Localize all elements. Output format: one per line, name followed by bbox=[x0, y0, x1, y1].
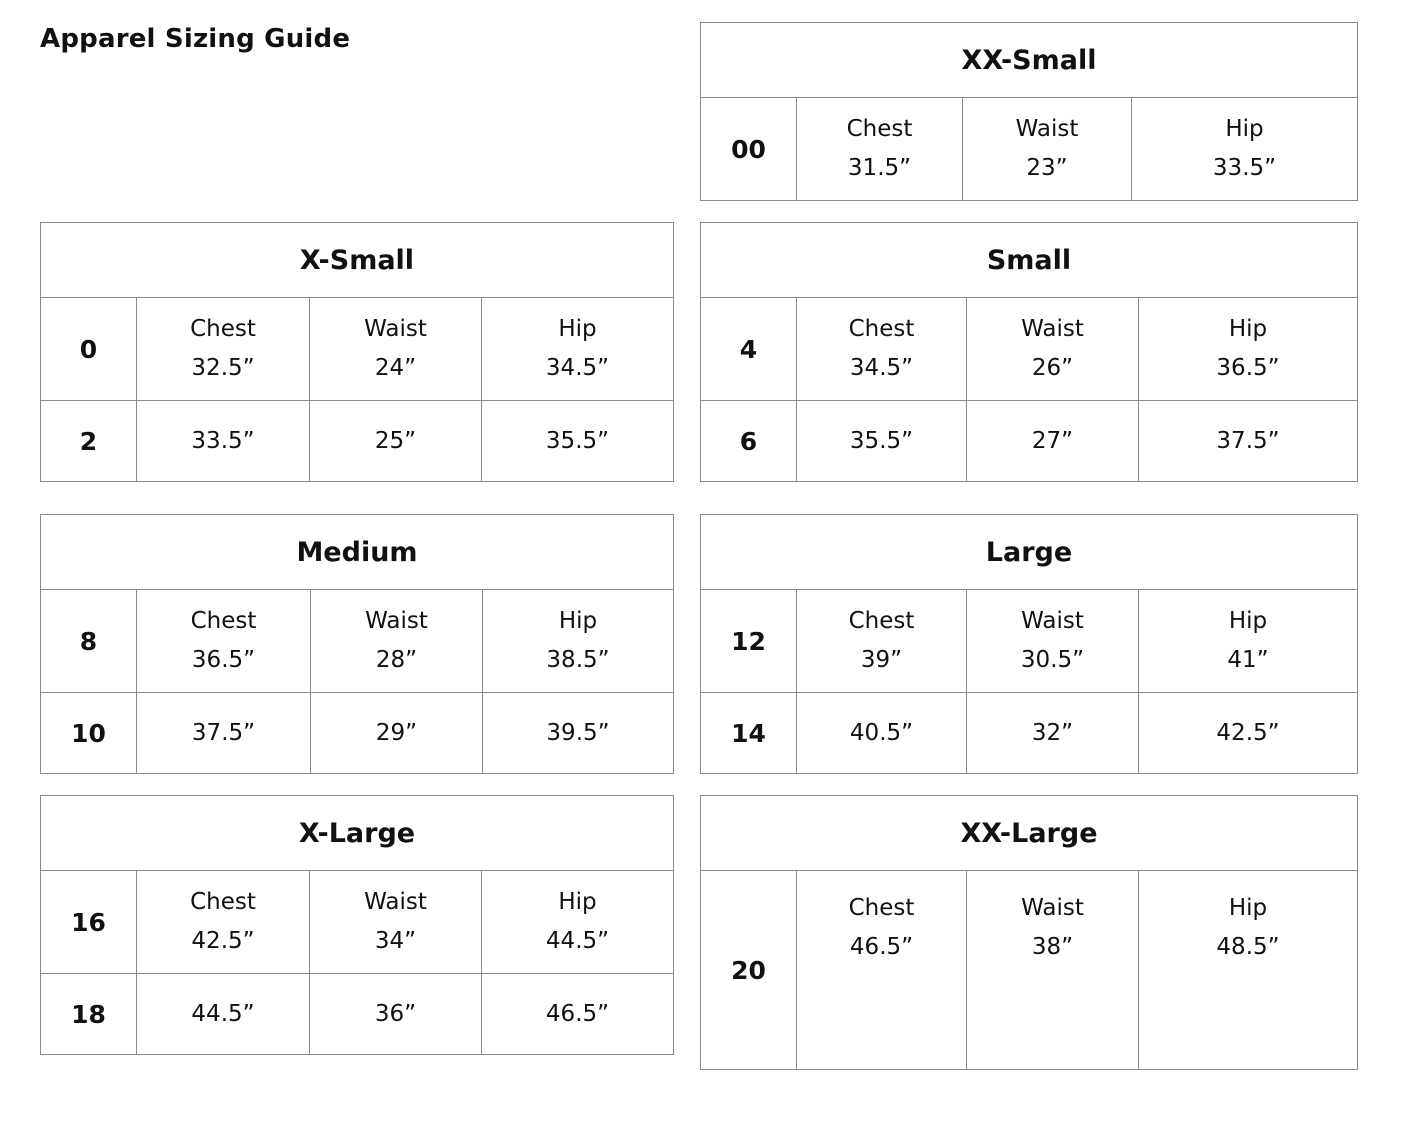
hip-cell bbox=[482, 871, 674, 974]
chest-cell bbox=[137, 871, 310, 974]
chest-value: 46.5” bbox=[849, 934, 914, 960]
waist-value: 27” bbox=[967, 401, 1139, 482]
waist-value: 32” bbox=[967, 693, 1139, 774]
waist-value: 34” bbox=[374, 928, 417, 954]
table-row bbox=[701, 693, 1358, 774]
chest-value: 33.5” bbox=[137, 401, 310, 482]
chest-value: 35.5” bbox=[797, 401, 967, 482]
hip-label: Hip bbox=[1225, 116, 1264, 142]
size-number: 12 bbox=[701, 590, 797, 693]
chest-value: 37.5” bbox=[137, 693, 311, 774]
hip-value: 42.5” bbox=[1139, 693, 1358, 774]
size-heading: XX-Large bbox=[701, 796, 1358, 871]
chest-value: 32.5” bbox=[191, 355, 255, 381]
hip-value: 34.5” bbox=[545, 355, 610, 381]
chest-cell bbox=[137, 298, 310, 401]
hip-value: 39.5” bbox=[483, 693, 674, 774]
waist-cell bbox=[963, 98, 1132, 201]
medium-table bbox=[40, 514, 674, 774]
chest-cell bbox=[797, 871, 967, 1070]
size-heading: Large bbox=[701, 515, 1358, 590]
chest-cell bbox=[797, 98, 963, 201]
waist-cell bbox=[967, 590, 1139, 693]
hip-label: Hip bbox=[1228, 608, 1268, 634]
hip-label: Hip bbox=[1228, 316, 1268, 342]
chest-value: 36.5” bbox=[191, 647, 256, 673]
table-row bbox=[701, 98, 1358, 201]
waist-cell bbox=[310, 871, 482, 974]
hip-label: Hip bbox=[558, 316, 597, 342]
waist-cell bbox=[967, 298, 1139, 401]
hip-cell bbox=[1132, 98, 1358, 201]
chest-cell bbox=[137, 590, 311, 693]
large-table bbox=[700, 514, 1358, 774]
waist-label: Waist bbox=[1021, 895, 1084, 921]
x-large-table bbox=[40, 795, 674, 1055]
waist-value: 38” bbox=[1031, 934, 1074, 960]
waist-cell bbox=[310, 298, 482, 401]
hip-label: Hip bbox=[558, 608, 598, 634]
size-number: 4 bbox=[701, 298, 797, 401]
size-heading: X-Small bbox=[41, 223, 674, 298]
xx-small-table bbox=[700, 22, 1358, 201]
waist-value: 30.5” bbox=[1020, 647, 1085, 673]
waist-cell bbox=[311, 590, 483, 693]
hip-value: 38.5” bbox=[546, 647, 610, 673]
waist-label: Waist bbox=[365, 608, 428, 634]
table-row bbox=[701, 401, 1358, 482]
chest-value: 31.5” bbox=[847, 155, 912, 181]
hip-cell bbox=[1139, 298, 1358, 401]
waist-label: Waist bbox=[1015, 116, 1079, 142]
chest-value: 39” bbox=[860, 647, 903, 673]
waist-value: 24” bbox=[374, 355, 417, 381]
hip-label: Hip bbox=[1228, 895, 1268, 921]
chest-value: 44.5” bbox=[137, 974, 310, 1055]
size-number: 10 bbox=[41, 693, 137, 774]
hip-value: 48.5” bbox=[1216, 934, 1280, 960]
chest-value: 34.5” bbox=[849, 355, 914, 381]
xx-large-table bbox=[700, 795, 1358, 1070]
hip-cell bbox=[1139, 871, 1358, 1070]
small-table bbox=[700, 222, 1358, 482]
chest-cell bbox=[797, 298, 967, 401]
hip-cell bbox=[1139, 590, 1358, 693]
waist-value: 23” bbox=[1026, 155, 1068, 181]
table-row bbox=[701, 590, 1358, 693]
hip-value: 37.5” bbox=[1139, 401, 1358, 482]
waist-cell bbox=[967, 871, 1139, 1070]
chest-label: Chest bbox=[190, 889, 256, 915]
waist-label: Waist bbox=[1021, 608, 1084, 634]
chest-label: Chest bbox=[848, 316, 915, 342]
size-number: 18 bbox=[41, 974, 137, 1055]
chest-value: 40.5” bbox=[797, 693, 967, 774]
table-row bbox=[41, 871, 674, 974]
size-number: 20 bbox=[701, 871, 797, 1070]
table-row bbox=[41, 298, 674, 401]
size-number: 16 bbox=[41, 871, 137, 974]
hip-value: 46.5” bbox=[482, 974, 674, 1055]
page-title: Apparel Sizing Guide bbox=[40, 24, 351, 54]
waist-value: 28” bbox=[375, 647, 418, 673]
table-row bbox=[41, 693, 674, 774]
chest-label: Chest bbox=[846, 116, 913, 142]
waist-value: 25” bbox=[310, 401, 482, 482]
size-number: 8 bbox=[41, 590, 137, 693]
waist-label: Waist bbox=[364, 316, 427, 342]
table-row bbox=[41, 590, 674, 693]
hip-label: Hip bbox=[558, 889, 597, 915]
x-small-table bbox=[40, 222, 674, 482]
hip-value: 36.5” bbox=[1216, 355, 1280, 381]
chest-value: 42.5” bbox=[191, 928, 255, 954]
waist-label: Waist bbox=[364, 889, 427, 915]
size-heading: Medium bbox=[41, 515, 674, 590]
size-number: 2 bbox=[41, 401, 137, 482]
chest-cell bbox=[797, 590, 967, 693]
hip-value: 44.5” bbox=[545, 928, 610, 954]
chest-label: Chest bbox=[190, 316, 256, 342]
size-number: 00 bbox=[701, 98, 797, 201]
table-row bbox=[701, 298, 1358, 401]
hip-cell bbox=[483, 590, 674, 693]
hip-cell bbox=[482, 298, 674, 401]
size-heading: XX-Small bbox=[701, 23, 1358, 98]
waist-label: Waist bbox=[1021, 316, 1084, 342]
hip-value: 35.5” bbox=[482, 401, 674, 482]
size-number: 14 bbox=[701, 693, 797, 774]
chest-label: Chest bbox=[848, 895, 915, 921]
hip-value: 41” bbox=[1227, 647, 1269, 673]
size-heading: Small bbox=[701, 223, 1358, 298]
chest-label: Chest bbox=[190, 608, 257, 634]
hip-value: 33.5” bbox=[1212, 155, 1277, 181]
waist-value: 26” bbox=[1031, 355, 1074, 381]
table-row bbox=[701, 871, 1358, 1070]
waist-value: 36” bbox=[310, 974, 482, 1055]
chest-label: Chest bbox=[848, 608, 915, 634]
size-heading: X-Large bbox=[41, 796, 674, 871]
table-row bbox=[41, 401, 674, 482]
size-number: 0 bbox=[41, 298, 137, 401]
table-row bbox=[41, 974, 674, 1055]
size-number: 6 bbox=[701, 401, 797, 482]
waist-value: 29” bbox=[311, 693, 483, 774]
